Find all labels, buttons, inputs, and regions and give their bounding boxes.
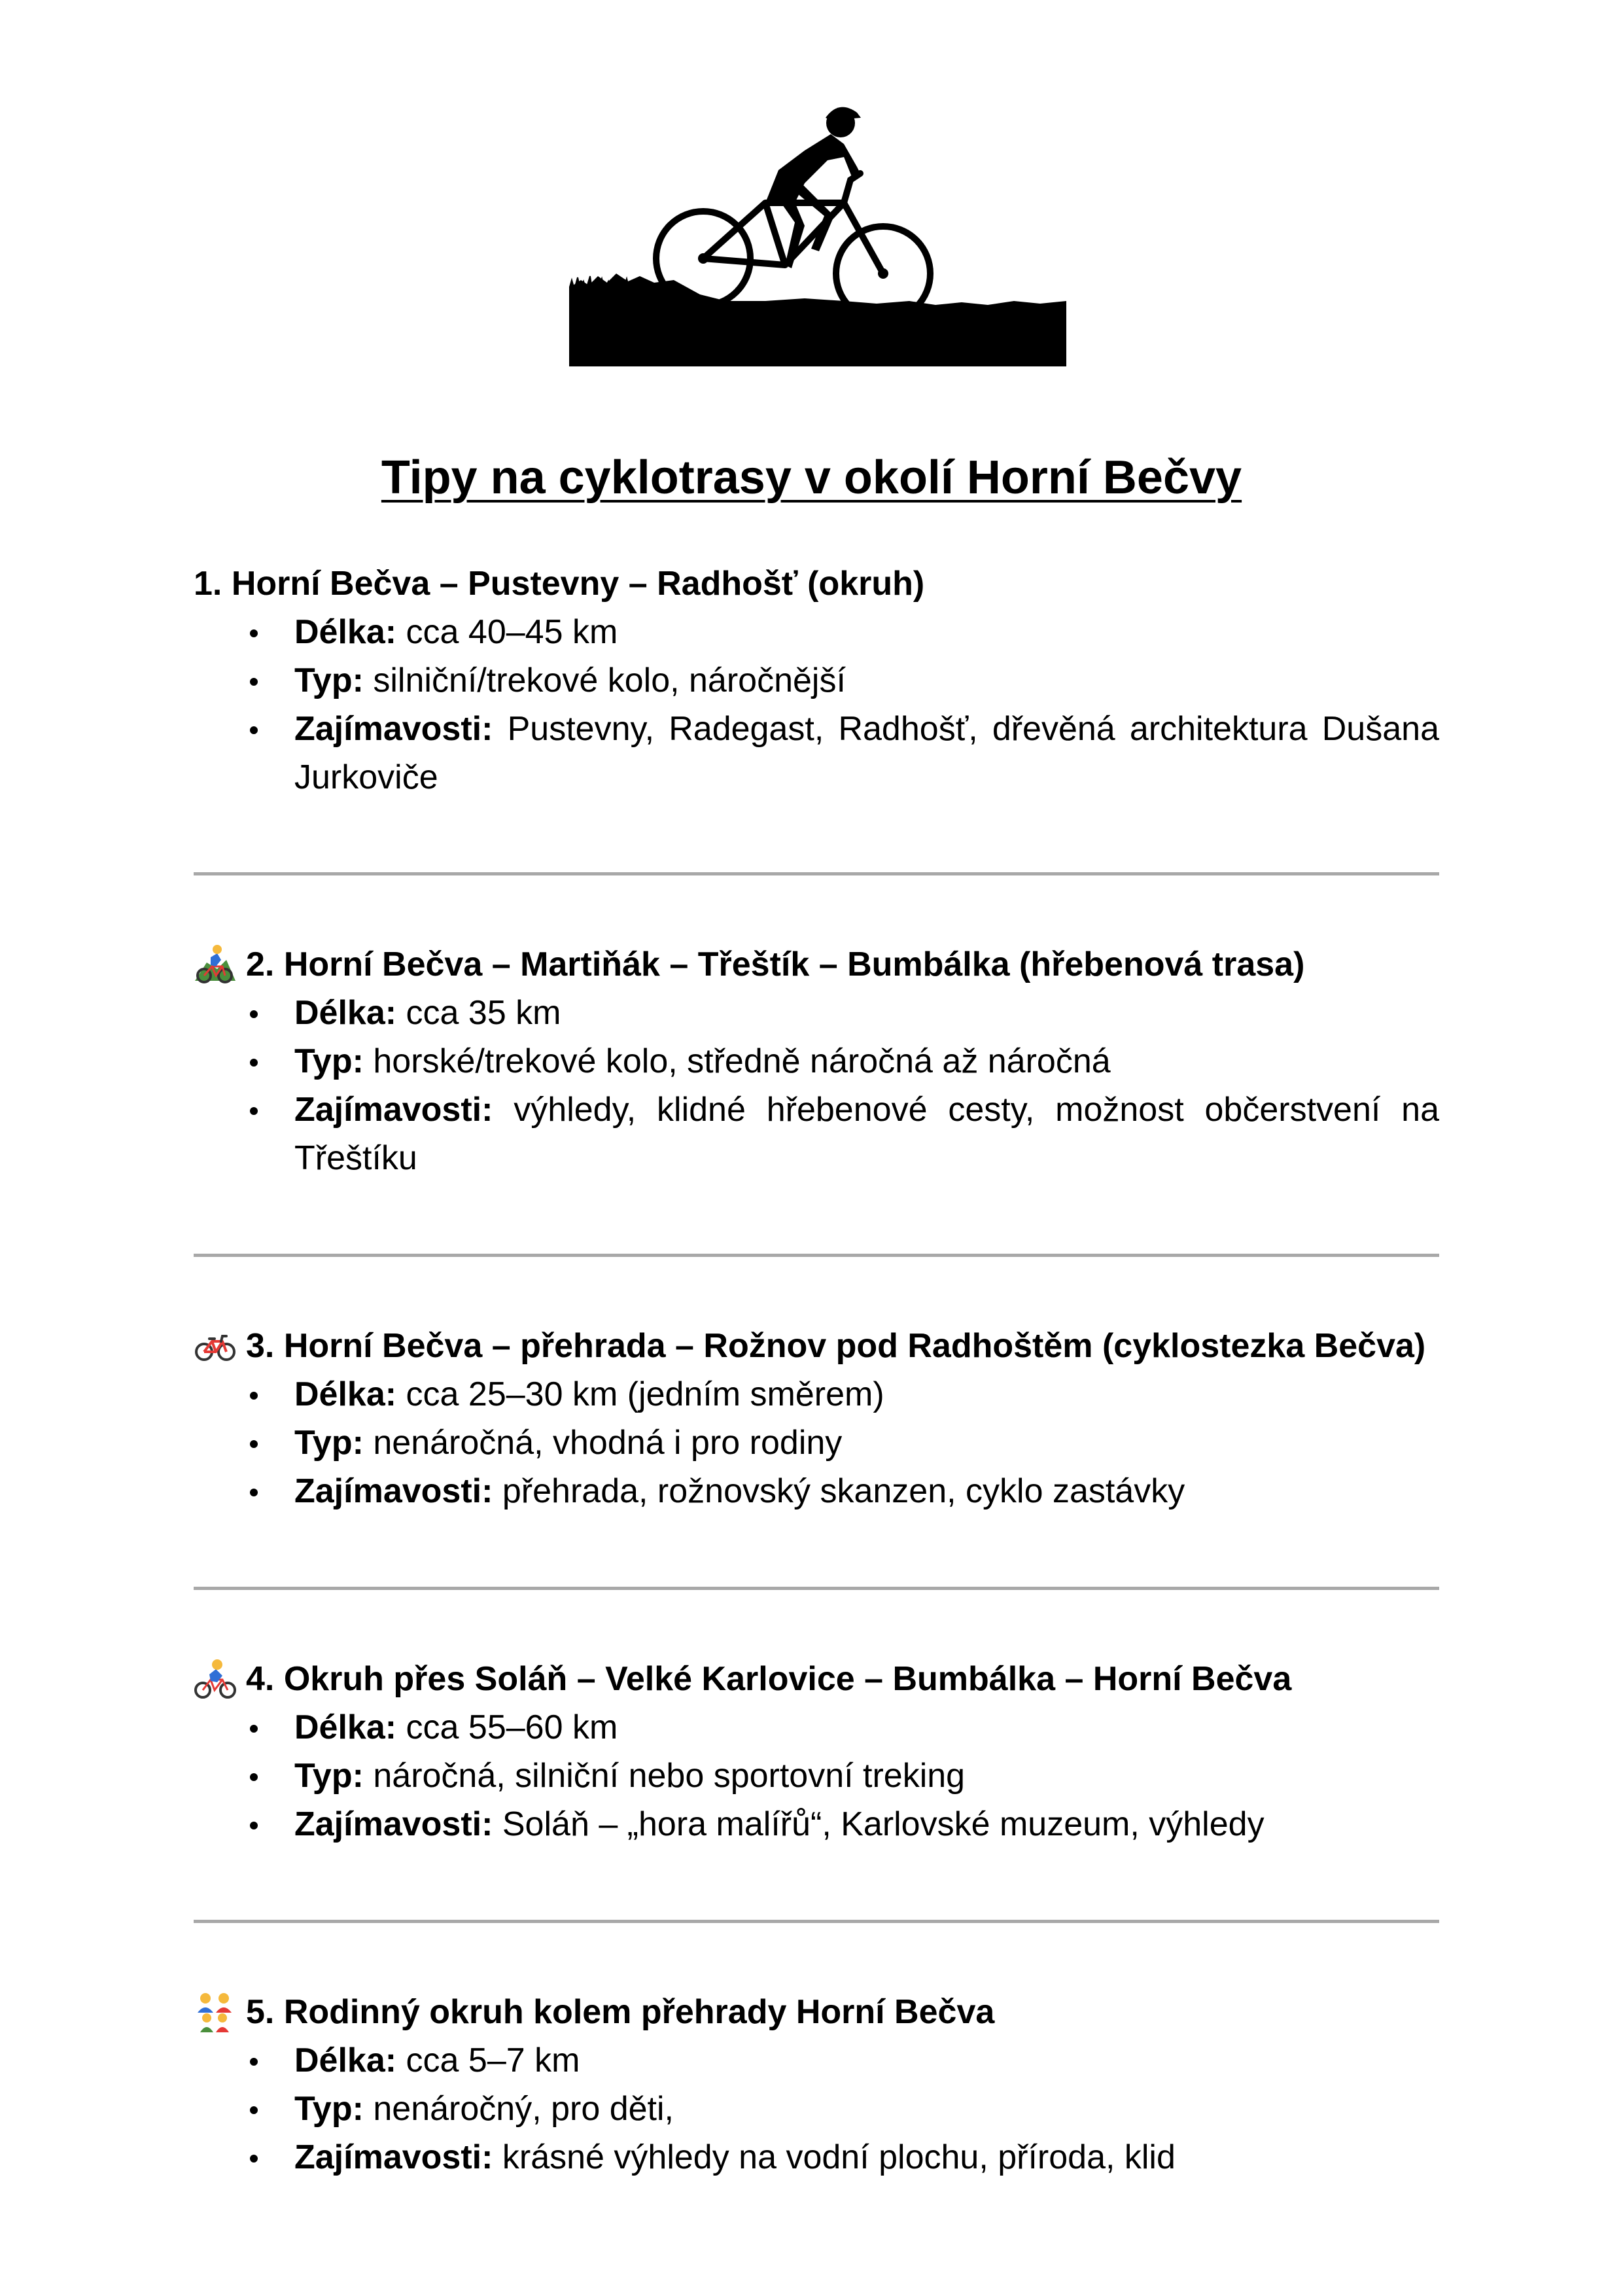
route-1: [194, 559, 1439, 802]
list-item: [194, 1037, 1439, 1086]
route-heading-text: 3. Horní Bečva – přehrada – Rožnov pod Radhoštěm (cyklostezka Bečva): [246, 1327, 1426, 1365]
route-details: [194, 1370, 1439, 1515]
list-item: [194, 1703, 1439, 1752]
route-details: [194, 608, 1439, 802]
type-label: Typ:: [294, 662, 364, 699]
route-details: [194, 989, 1439, 1182]
list-item: [194, 1467, 1439, 1515]
length-value: cca 40–45 km: [406, 613, 618, 651]
list-item: [194, 656, 1439, 705]
mountain-biker-silhouette-image: [569, 105, 1066, 366]
type-value: silniční/trekové kolo, náročnější: [373, 662, 846, 699]
bicycle-icon: [194, 1324, 237, 1368]
sights-value: přehrada, rožnovský skanzen, cyklo zastávky: [502, 1472, 1185, 1510]
sights-label: Zajímavosti:: [294, 1805, 493, 1843]
type-label: Typ:: [294, 1757, 364, 1795]
route-heading: [194, 940, 1439, 989]
length-label: Délka:: [294, 2041, 397, 2079]
length-value: cca 35 km: [406, 994, 561, 1032]
list-item: [194, 608, 1439, 656]
route-4: [194, 1655, 1439, 1848]
length-value: cca 55–60 km: [406, 1708, 618, 1746]
sights-value: Soláň – „hora malířů“, Karlovské muzeum, výhledy: [502, 1805, 1265, 1843]
list-item: [194, 2085, 1439, 2133]
list-item: [194, 705, 1439, 802]
length-value: cca 5–7 km: [406, 2041, 580, 2079]
type-label: Typ:: [294, 1042, 364, 1080]
route-3: [194, 1322, 1439, 1515]
section-divider: [194, 1587, 1439, 1590]
sights-label: Zajímavosti:: [294, 710, 493, 748]
type-label: Typ:: [294, 2090, 364, 2128]
type-value: nenáročný, pro děti,: [373, 2090, 674, 2128]
list-item: [194, 989, 1439, 1037]
route-heading-text: 4. Okruh přes Soláň – Velké Karlovice – Bumbálka – Horní Bečva: [246, 1660, 1292, 1698]
page-title: Tipy na cyklotrasy v okolí Horní Bečvy: [381, 451, 1242, 504]
sights-value: krásné výhledy na vodní plochu, příroda, klid: [502, 2138, 1176, 2176]
route-heading-text: 2. Horní Bečva – Martiňák – Třeštík – Bumbálka (hřebenová trasa): [246, 945, 1305, 983]
list-item: [194, 2036, 1439, 2085]
section-divider: [194, 872, 1439, 875]
route-details: [194, 1703, 1439, 1848]
cyclist-icon: [194, 1657, 237, 1701]
list-item: [194, 2133, 1439, 2181]
sights-value: výhledy, klidné hřebenové cesty, možnost občerstvení na Třeštíku: [294, 1091, 1439, 1177]
sights-label: Zajímavosti:: [294, 1472, 493, 1510]
list-item: [194, 1370, 1439, 1419]
type-value: nenáročná, vhodná i pro rodiny: [373, 1424, 843, 1462]
section-divider: [194, 1254, 1439, 1257]
mountain-biker-icon: [194, 943, 237, 986]
sights-label: Zajímavosti:: [294, 1091, 493, 1129]
length-label: Délka:: [294, 1708, 397, 1746]
list-item: [194, 1419, 1439, 1467]
route-heading: [194, 1322, 1439, 1370]
list-item: [194, 1752, 1439, 1800]
route-heading: [194, 559, 1439, 608]
route-heading: [194, 1655, 1439, 1703]
route-5: [194, 1988, 1439, 2181]
sights-value: Pustevny, Radegast, Radhošť, dřevěná architektura Dušana Jurkoviče: [294, 710, 1439, 796]
length-label: Délka:: [294, 1375, 397, 1413]
type-value: náročná, silniční nebo sportovní treking: [373, 1757, 966, 1795]
list-item: [194, 1800, 1439, 1848]
route-2: [194, 940, 1439, 1182]
sights-label: Zajímavosti:: [294, 2138, 493, 2176]
type-label: Typ:: [294, 1424, 364, 1462]
length-label: Délka:: [294, 613, 397, 651]
section-divider: [194, 1920, 1439, 1923]
family-icon: [194, 1990, 237, 2034]
type-value: horské/trekové kolo, středně náročná až náročná: [373, 1042, 1111, 1080]
route-heading-text: 5. Rodinný okruh kolem přehrady Horní Bečva: [246, 1993, 995, 2031]
list-item: [194, 1086, 1439, 1182]
route-heading: [194, 1988, 1439, 2036]
route-details: [194, 2036, 1439, 2181]
length-value: cca 25–30 km (jedním směrem): [406, 1375, 884, 1413]
length-label: Délka:: [294, 994, 397, 1032]
route-heading-text: 1. Horní Bečva – Pustevny – Radhošť (okruh): [194, 565, 925, 603]
